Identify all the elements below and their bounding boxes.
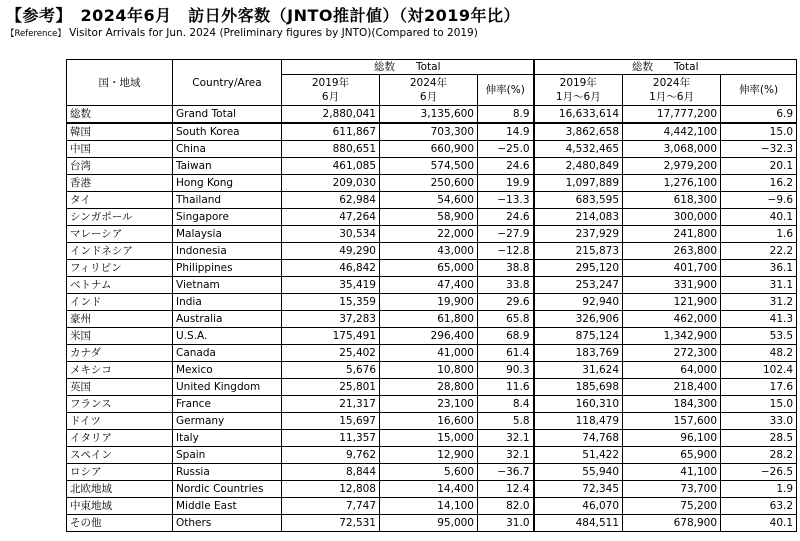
cell-region-en: Italy xyxy=(173,430,282,447)
cell-ytd-2024: 218,400 xyxy=(623,379,721,396)
header-ytd-2019 xyxy=(534,75,623,106)
cell-month-2024: 5,600 xyxy=(380,464,478,481)
cell-month-growth: 32.1 xyxy=(478,447,534,464)
cell-ytd-2024: 272,300 xyxy=(623,345,721,362)
cell-month-2024: 14,400 xyxy=(380,481,478,498)
cell-month-2024: 41,000 xyxy=(380,345,478,362)
cell-month-2024: 54,600 xyxy=(380,192,478,209)
cell-month-2024: 16,600 xyxy=(380,413,478,430)
cell-month-2019: 9,762 xyxy=(282,447,380,464)
table-row xyxy=(67,498,797,515)
cell-month-growth: 8.4 xyxy=(478,396,534,413)
page-subtitle xyxy=(6,27,478,39)
cell-ytd-2024: 331,900 xyxy=(623,277,721,294)
cell-region-jp: 総数 xyxy=(67,106,173,124)
cell-ytd-2019: 72,345 xyxy=(534,481,623,498)
cell-ytd-2024: 41,100 xyxy=(623,464,721,481)
cell-region-en: Canada xyxy=(173,345,282,362)
cell-region-en: France xyxy=(173,396,282,413)
cell-ytd-2019: 55,940 xyxy=(534,464,623,481)
cell-ytd-growth: 36.1 xyxy=(721,260,797,277)
cell-ytd-2019: 2,480,849 xyxy=(534,158,623,175)
cell-month-growth: 61.4 xyxy=(478,345,534,362)
subtitle-text: Visitor Arrivals for Jun. 2024 (Preliminary figures by JNTO)(Compared to 2019) xyxy=(69,27,478,39)
cell-month-growth: −36.7 xyxy=(478,464,534,481)
cell-ytd-2024: 678,900 xyxy=(623,515,721,532)
table-row xyxy=(67,311,797,328)
cell-ytd-growth: 31.1 xyxy=(721,277,797,294)
cell-ytd-2019: 237,929 xyxy=(534,226,623,243)
cell-ytd-2024: 17,777,200 xyxy=(623,106,721,124)
cell-month-2024: 10,800 xyxy=(380,362,478,379)
table-row xyxy=(67,123,797,141)
header-region-en: Country/Area xyxy=(173,60,282,106)
header-month-2019-month: 6月 xyxy=(321,91,340,103)
header-monthly-total: 総数 Total xyxy=(282,60,534,75)
cell-month-2019: 15,359 xyxy=(282,294,380,311)
cell-ytd-2024: 65,900 xyxy=(623,447,721,464)
cell-ytd-growth: 33.0 xyxy=(721,413,797,430)
cell-ytd-growth: 40.1 xyxy=(721,515,797,532)
cell-month-2019: 46,842 xyxy=(282,260,380,277)
cell-month-growth: 38.8 xyxy=(478,260,534,277)
cell-region-en: Mexico xyxy=(173,362,282,379)
cell-region-en: Russia xyxy=(173,464,282,481)
header-month-2024-month: 6月 xyxy=(419,91,438,103)
cell-month-growth: −25.0 xyxy=(478,141,534,158)
cell-ytd-2024: 184,300 xyxy=(623,396,721,413)
cell-ytd-2024: 2,979,200 xyxy=(623,158,721,175)
cell-ytd-2019: 92,940 xyxy=(534,294,623,311)
cell-month-growth: 90.3 xyxy=(478,362,534,379)
cell-region-en: Indonesia xyxy=(173,243,282,260)
cell-region-en: Vietnam xyxy=(173,277,282,294)
cell-month-growth: 19.9 xyxy=(478,175,534,192)
cell-month-growth: 65.8 xyxy=(478,311,534,328)
cell-ytd-growth: −26.5 xyxy=(721,464,797,481)
cell-region-en: China xyxy=(173,141,282,158)
cell-month-2024: 15,000 xyxy=(380,430,478,447)
table-row xyxy=(67,464,797,481)
header-ytd-2024-range: 1月～6月 xyxy=(649,91,694,103)
cell-ytd-2024: 64,000 xyxy=(623,362,721,379)
cell-ytd-2019: 253,247 xyxy=(534,277,623,294)
cell-month-2019: 35,419 xyxy=(282,277,380,294)
cell-ytd-2019: 160,310 xyxy=(534,396,623,413)
cell-region-en: Thailand xyxy=(173,192,282,209)
cell-ytd-growth: 48.2 xyxy=(721,345,797,362)
cell-month-growth: 33.8 xyxy=(478,277,534,294)
cell-month-2019: 880,651 xyxy=(282,141,380,158)
cell-ytd-2019: 326,906 xyxy=(534,311,623,328)
cell-region-en: United Kingdom xyxy=(173,379,282,396)
cell-region-jp: イタリア xyxy=(67,430,173,447)
cell-region-en: Grand Total xyxy=(173,106,282,124)
cell-month-2024: 22,000 xyxy=(380,226,478,243)
table-row xyxy=(67,294,797,311)
table-row xyxy=(67,430,797,447)
cell-region-jp: メキシコ xyxy=(67,362,173,379)
cell-ytd-growth: 41.3 xyxy=(721,311,797,328)
cell-month-2024: 43,000 xyxy=(380,243,478,260)
cell-region-jp: スペイン xyxy=(67,447,173,464)
cell-month-2024: 58,900 xyxy=(380,209,478,226)
cell-region-jp: タイ xyxy=(67,192,173,209)
cell-month-2024: 61,800 xyxy=(380,311,478,328)
cell-region-jp: 香港 xyxy=(67,175,173,192)
cell-ytd-2024: 121,900 xyxy=(623,294,721,311)
cell-ytd-2024: 462,000 xyxy=(623,311,721,328)
cell-region-en: Hong Kong xyxy=(173,175,282,192)
cell-month-2024: 19,900 xyxy=(380,294,478,311)
table-row xyxy=(67,226,797,243)
header-region-jp: 国・地域 xyxy=(67,60,173,106)
table-row xyxy=(67,345,797,362)
cell-month-2024: 3,135,600 xyxy=(380,106,478,124)
cell-month-2024: 95,000 xyxy=(380,515,478,532)
cell-ytd-growth: 20.1 xyxy=(721,158,797,175)
cell-month-growth: 32.1 xyxy=(478,430,534,447)
cell-month-2019: 7,747 xyxy=(282,498,380,515)
cell-region-jp: その他 xyxy=(67,515,173,532)
cell-month-growth: 8.9 xyxy=(478,106,534,124)
cell-month-growth: 5.8 xyxy=(478,413,534,430)
cell-ytd-2024: 96,100 xyxy=(623,430,721,447)
table-row xyxy=(67,243,797,260)
cell-month-2024: 660,900 xyxy=(380,141,478,158)
table-row xyxy=(67,481,797,498)
cell-ytd-2019: 875,124 xyxy=(534,328,623,345)
table-row xyxy=(67,141,797,158)
table-row xyxy=(67,396,797,413)
cell-ytd-2024: 75,200 xyxy=(623,498,721,515)
cell-region-jp: フィリピン xyxy=(67,260,173,277)
cell-month-2024: 47,400 xyxy=(380,277,478,294)
cell-month-2019: 25,801 xyxy=(282,379,380,396)
cell-ytd-2019: 3,862,658 xyxy=(534,123,623,141)
cell-month-2024: 250,600 xyxy=(380,175,478,192)
cell-ytd-2019: 185,698 xyxy=(534,379,623,396)
cell-ytd-2019: 484,511 xyxy=(534,515,623,532)
cell-region-jp: インドネシア xyxy=(67,243,173,260)
cell-month-2019: 12,808 xyxy=(282,481,380,498)
cell-month-2024: 574,500 xyxy=(380,158,478,175)
cell-ytd-2024: 401,700 xyxy=(623,260,721,277)
cell-region-en: Nordic Countries xyxy=(173,481,282,498)
cell-region-jp: 豪州 xyxy=(67,311,173,328)
cell-month-2024: 12,900 xyxy=(380,447,478,464)
cell-region-en: Spain xyxy=(173,447,282,464)
table-row xyxy=(67,277,797,294)
table-row xyxy=(67,447,797,464)
cell-ytd-growth: 6.9 xyxy=(721,106,797,124)
cell-region-jp: ベトナム xyxy=(67,277,173,294)
table-row xyxy=(67,209,797,226)
cell-month-growth: 24.6 xyxy=(478,158,534,175)
cell-region-jp: カナダ xyxy=(67,345,173,362)
cell-month-2019: 72,531 xyxy=(282,515,380,532)
cell-month-2019: 25,402 xyxy=(282,345,380,362)
cell-region-jp: ロシア xyxy=(67,464,173,481)
header-ytd-total: 総数 Total xyxy=(534,60,797,75)
cell-region-jp: フランス xyxy=(67,396,173,413)
cell-ytd-2024: 263,800 xyxy=(623,243,721,260)
cell-ytd-growth: 102.4 xyxy=(721,362,797,379)
cell-ytd-2019: 295,120 xyxy=(534,260,623,277)
grand-total-row xyxy=(67,106,797,124)
cell-region-en: Singapore xyxy=(173,209,282,226)
cell-month-2019: 47,264 xyxy=(282,209,380,226)
cell-ytd-growth: 1.9 xyxy=(721,481,797,498)
cell-month-2019: 5,676 xyxy=(282,362,380,379)
header-month-2024 xyxy=(380,75,478,106)
cell-ytd-2019: 183,769 xyxy=(534,345,623,362)
cell-region-en: Taiwan xyxy=(173,158,282,175)
header-ytd-2019-range: 1月～6月 xyxy=(555,91,601,103)
cell-ytd-2024: 300,000 xyxy=(623,209,721,226)
table-row xyxy=(67,328,797,345)
header-month-growth: 伸率(%) xyxy=(478,75,534,106)
table-row xyxy=(67,413,797,430)
table-row xyxy=(67,379,797,396)
cell-month-growth: 12.4 xyxy=(478,481,534,498)
cell-month-2019: 62,984 xyxy=(282,192,380,209)
cell-region-jp: 米国 xyxy=(67,328,173,345)
header-ytd-2019-year: 2019年 xyxy=(559,77,597,89)
cell-month-2019: 461,085 xyxy=(282,158,380,175)
header-ytd-growth: 伸率(%) xyxy=(721,75,797,106)
cell-ytd-growth: 15.0 xyxy=(721,123,797,141)
cell-ytd-2019: 74,768 xyxy=(534,430,623,447)
cell-ytd-growth: 63.2 xyxy=(721,498,797,515)
cell-region-jp: ドイツ xyxy=(67,413,173,430)
cell-region-jp: マレーシア xyxy=(67,226,173,243)
cell-month-2024: 28,800 xyxy=(380,379,478,396)
cell-ytd-growth: 31.2 xyxy=(721,294,797,311)
cell-ytd-2019: 683,595 xyxy=(534,192,623,209)
cell-ytd-2019: 16,633,614 xyxy=(534,106,623,124)
cell-month-2024: 296,400 xyxy=(380,328,478,345)
cell-region-jp: シンガポール xyxy=(67,209,173,226)
table-row xyxy=(67,175,797,192)
cell-ytd-2024: 73,700 xyxy=(623,481,721,498)
visitor-arrivals-table xyxy=(66,59,797,532)
cell-region-jp: 英国 xyxy=(67,379,173,396)
cell-ytd-2019: 214,083 xyxy=(534,209,623,226)
cell-region-jp: インド xyxy=(67,294,173,311)
cell-month-2024: 23,100 xyxy=(380,396,478,413)
cell-month-2019: 175,491 xyxy=(282,328,380,345)
cell-ytd-2019: 31,624 xyxy=(534,362,623,379)
header-ytd-2024 xyxy=(623,75,721,106)
cell-month-2024: 14,100 xyxy=(380,498,478,515)
cell-ytd-2019: 46,070 xyxy=(534,498,623,515)
cell-month-2019: 30,534 xyxy=(282,226,380,243)
cell-month-2019: 209,030 xyxy=(282,175,380,192)
table-row xyxy=(67,515,797,532)
cell-ytd-2019: 1,097,889 xyxy=(534,175,623,192)
header-ytd-2024-year: 2024年 xyxy=(652,77,691,89)
cell-region-en: India xyxy=(173,294,282,311)
cell-region-en: Germany xyxy=(173,413,282,430)
reference-label: 【Reference】 xyxy=(6,29,66,39)
cell-ytd-growth: 53.5 xyxy=(721,328,797,345)
cell-month-growth: 31.0 xyxy=(478,515,534,532)
cell-month-2019: 15,697 xyxy=(282,413,380,430)
cell-region-en: Malaysia xyxy=(173,226,282,243)
header-month-2024-year: 2024年 xyxy=(409,77,448,89)
cell-ytd-growth: −32.3 xyxy=(721,141,797,158)
cell-region-jp: 中国 xyxy=(67,141,173,158)
cell-month-growth: −27.9 xyxy=(478,226,534,243)
cell-month-growth: 11.6 xyxy=(478,379,534,396)
cell-region-jp: 中東地域 xyxy=(67,498,173,515)
cell-ytd-2019: 118,479 xyxy=(534,413,623,430)
cell-ytd-2024: 4,442,100 xyxy=(623,123,721,141)
cell-ytd-2019: 51,422 xyxy=(534,447,623,464)
cell-ytd-growth: 22.2 xyxy=(721,243,797,260)
table-row xyxy=(67,362,797,379)
cell-month-growth: 29.6 xyxy=(478,294,534,311)
cell-month-2024: 65,000 xyxy=(380,260,478,277)
cell-region-jp: 北欧地域 xyxy=(67,481,173,498)
cell-ytd-growth: 1.6 xyxy=(721,226,797,243)
cell-region-en: Australia xyxy=(173,311,282,328)
cell-month-2019: 37,283 xyxy=(282,311,380,328)
cell-ytd-growth: 40.1 xyxy=(721,209,797,226)
cell-ytd-growth: 17.6 xyxy=(721,379,797,396)
header-month-2019 xyxy=(282,75,380,106)
cell-ytd-2024: 157,600 xyxy=(623,413,721,430)
cell-ytd-2024: 618,300 xyxy=(623,192,721,209)
cell-ytd-growth: −9.6 xyxy=(721,192,797,209)
cell-ytd-2024: 1,342,900 xyxy=(623,328,721,345)
cell-ytd-2024: 3,068,000 xyxy=(623,141,721,158)
cell-ytd-growth: 28.5 xyxy=(721,430,797,447)
cell-month-2019: 49,290 xyxy=(282,243,380,260)
cell-month-growth: 24.6 xyxy=(478,209,534,226)
cell-region-en: Middle East xyxy=(173,498,282,515)
cell-month-growth: 14.9 xyxy=(478,123,534,141)
cell-ytd-2024: 241,800 xyxy=(623,226,721,243)
cell-ytd-2024: 1,276,100 xyxy=(623,175,721,192)
table-row xyxy=(67,192,797,209)
cell-region-jp: 台湾 xyxy=(67,158,173,175)
cell-month-growth: 68.9 xyxy=(478,328,534,345)
table-row xyxy=(67,158,797,175)
cell-ytd-2019: 215,873 xyxy=(534,243,623,260)
cell-ytd-2019: 4,532,465 xyxy=(534,141,623,158)
cell-month-2019: 2,880,041 xyxy=(282,106,380,124)
cell-region-en: Others xyxy=(173,515,282,532)
cell-month-2019: 11,357 xyxy=(282,430,380,447)
cell-month-2024: 703,300 xyxy=(380,123,478,141)
cell-month-2019: 8,844 xyxy=(282,464,380,481)
cell-region-en: Philippines xyxy=(173,260,282,277)
cell-region-jp: 韓国 xyxy=(67,123,173,141)
table-row xyxy=(67,260,797,277)
cell-month-growth: −12.8 xyxy=(478,243,534,260)
page-title: 【参考】 2024年6月 訪日外客数（JNTO推計値）（対2019年比） xyxy=(6,6,521,25)
cell-month-2019: 21,317 xyxy=(282,396,380,413)
cell-region-en: U.S.A. xyxy=(173,328,282,345)
cell-month-growth: −13.3 xyxy=(478,192,534,209)
cell-ytd-growth: 16.2 xyxy=(721,175,797,192)
cell-month-growth: 82.0 xyxy=(478,498,534,515)
cell-ytd-growth: 15.0 xyxy=(721,396,797,413)
cell-region-en: South Korea xyxy=(173,123,282,141)
cell-month-2019: 611,867 xyxy=(282,123,380,141)
header-month-2019-year: 2019年 xyxy=(311,77,350,89)
cell-ytd-growth: 28.2 xyxy=(721,447,797,464)
